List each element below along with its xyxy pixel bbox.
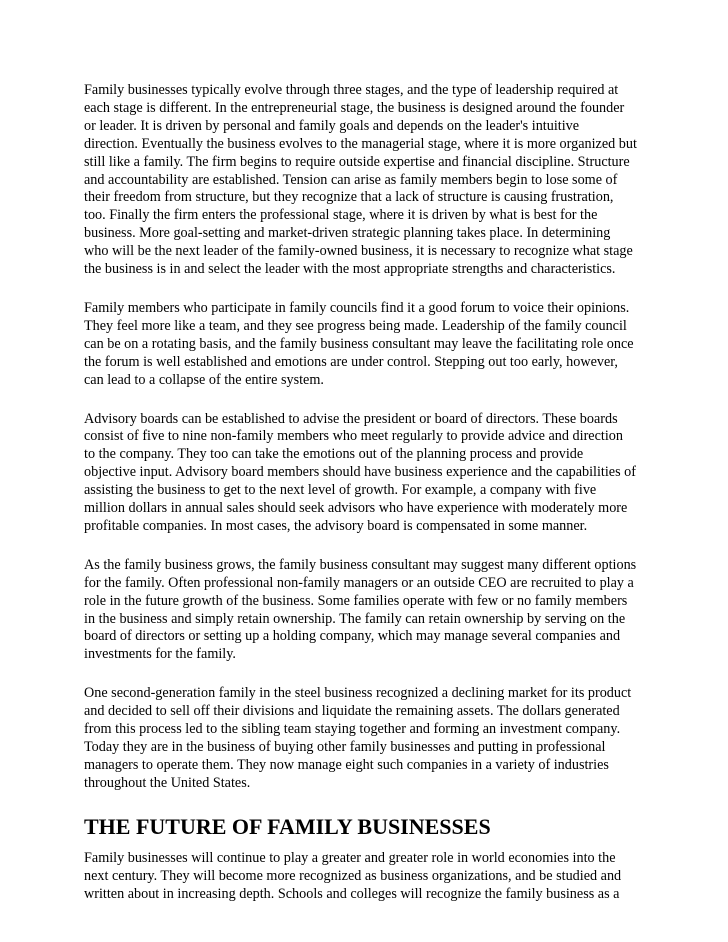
paragraph-steel-business [84,685,650,792]
text-line: or leader. It is driven by personal and family goals and depends on the leader's intuitive [84,117,580,134]
text-line: throughout the United States. [84,774,251,791]
text-line: objective input. Advisory board members should have business experience and the capabilities of [84,464,636,481]
paragraph-family-councils [84,300,650,390]
text-line: As the family business grows, the family business consultant may suggest many different options [84,556,637,573]
text-line: and decided to sell off their divisions and liquidate the remaining assets. The dollars generated [84,703,620,720]
text-line: in the business and simply retain ownership. The family can retain ownership by serving on the [84,610,626,627]
paragraph-stages [84,82,650,279]
text-line: next century. They will become more recognized as business organizations, and be studied and [84,867,622,884]
text-line: direction. Eventually the business evolves to the managerial stage, where it is more organized but [84,135,637,152]
text-line: written about in increasing depth. Schools and colleges will recognize the family business as a [84,885,620,902]
text-line: assisting the business to get to the next level of growth. For example, a company with five [84,482,597,499]
text-line: their freedom from structure, but they recognize that a lack of structure is causing frustration, [84,189,614,206]
text-line: role in the future growth of the business. Some families operate with few or no family members [84,592,628,609]
text-line: managers to operate them. They now manage eight such companies in a variety of industries [84,756,609,773]
text-line: They feel more like a team, and they see progress being made. Leadership of the family council [84,317,627,334]
text-line: the business is in and select the leader with the most appropriate strengths and characteristics. [84,261,616,278]
paragraph-business-grows [84,557,650,664]
text-line: who will be the next leader of the family-owned business, it is necessary to recognize what stage [84,243,633,260]
text-line: to the company. They too can take the emotions out of the planning process and provide [84,446,584,463]
document-page [84,82,650,924]
text-line: business. More goal-setting and market-driven strategic planning takes place. In determining [84,225,611,242]
text-line: too. Finally the firm enters the professional stage, where it is driven by what is best for the [84,207,598,224]
section-heading: THE FUTURE OF FAMILY BUSINESSES [84,813,491,839]
text-line: Today they are in the business of buying other family businesses and putting in professional [84,739,606,755]
text-line: board of directors or setting up a holding company, which may manage several companies and [84,628,621,645]
text-line: can be on a rotating basis, and the family business consultant may leave the facilitating role once [84,335,634,352]
text-line: Family members who participate in family councils find it a good forum to voice their opinions. [84,299,630,316]
text-line: Advisory boards can be established to advise the president or board of directors. These boards [84,410,618,427]
text-line: the forum is well established and emotions are under control. Stepping out too early, however, [84,353,618,370]
text-line: One second-generation family in the steel business recognized a declining market for its product [84,685,632,702]
text-line: profitable companies. In most cases, the advisory board is compensated in some manner. [84,517,588,534]
text-line: for the family. Often professional non-family managers or an outside CEO are recruited to play a [84,574,634,591]
text-line: consist of five to nine non-family members who meet regularly to provide advice and direction [84,428,623,445]
text-line: Family businesses will continue to play a greater and greater role in world economies into the [84,849,616,866]
text-line: still like a family. The firm begins to require outside expertise and financial discipline. Structure [84,153,630,170]
text-line: Family businesses typically evolve through three stages, and the type of leadership required at [84,82,619,98]
text-line: investments for the family. [84,646,236,663]
paragraph-advisory-boards [84,411,650,536]
text-line: and accountability are established. Tension can arise as family members begin to lose some of [84,171,618,188]
text-line: each stage is different. In the entrepreneurial stage, the business is designed around the founder [84,99,625,116]
text-line: million dollars in annual sales should seek advisors who have experience with moderately more [84,500,628,517]
paragraph-future [84,850,650,904]
text-line: from this process led to the sibling team staying together and forming an investment company. [84,721,621,738]
text-line: can lead to a collapse of the entire system. [84,371,324,388]
